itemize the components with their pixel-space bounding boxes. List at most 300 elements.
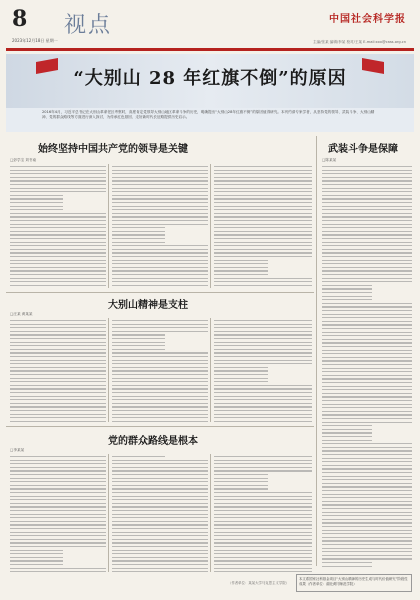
text-line	[214, 267, 268, 268]
text-line	[322, 566, 372, 567]
text-line	[214, 334, 312, 335]
text-line	[322, 274, 412, 275]
text-line	[322, 407, 412, 408]
masthead	[6, 6, 414, 52]
text-line	[214, 363, 312, 364]
text-line	[10, 467, 106, 468]
text-line	[10, 188, 106, 189]
text-line	[214, 370, 268, 371]
text-line	[112, 267, 208, 268]
text-line	[322, 555, 412, 556]
text-line	[10, 363, 106, 364]
text-line	[322, 479, 412, 480]
text-line	[322, 562, 372, 563]
text-line	[10, 270, 106, 271]
text-line	[214, 170, 312, 171]
text-line	[112, 456, 165, 457]
text-line	[322, 436, 372, 437]
byline: □陈某某	[322, 158, 337, 162]
text-line	[10, 166, 106, 167]
text-line	[322, 454, 412, 455]
text-line	[10, 560, 63, 561]
text-line	[10, 342, 106, 343]
section-rule	[6, 426, 314, 427]
text-line	[322, 512, 412, 513]
text-line	[112, 209, 208, 210]
text-line	[214, 485, 268, 486]
text-line	[112, 180, 208, 181]
text-line	[214, 510, 312, 511]
text-line	[322, 558, 412, 559]
text-line	[322, 317, 412, 318]
text-line	[322, 533, 412, 534]
text-line	[322, 242, 412, 243]
text-line	[10, 514, 106, 515]
text-line	[10, 224, 106, 225]
text-line	[214, 238, 312, 239]
text-line	[322, 202, 412, 203]
text-line	[214, 360, 312, 361]
text-line	[214, 260, 268, 261]
text-line	[214, 521, 312, 522]
text-line	[214, 202, 312, 203]
text-line	[214, 252, 312, 253]
text-line	[322, 540, 412, 541]
text-line	[214, 378, 268, 379]
text-line	[214, 396, 312, 397]
text-line	[10, 532, 106, 533]
text-line	[10, 206, 63, 207]
text-line	[322, 526, 412, 527]
text-line	[112, 557, 208, 558]
text-line	[10, 553, 63, 554]
text-line	[214, 499, 312, 500]
text-line	[10, 410, 106, 411]
text-line	[112, 524, 208, 525]
text-line	[10, 360, 106, 361]
text-line	[322, 440, 372, 441]
text-line	[112, 481, 208, 482]
text-line	[214, 281, 312, 282]
text-line	[322, 292, 372, 293]
text-line	[322, 386, 412, 387]
text-line	[112, 517, 208, 518]
text-line	[10, 385, 106, 386]
text-line	[112, 417, 208, 418]
text-line	[322, 425, 372, 426]
text-line	[214, 263, 268, 264]
text-line	[322, 224, 412, 225]
masthead-rule	[6, 48, 414, 51]
text-line	[112, 238, 165, 239]
text-line	[214, 338, 312, 339]
text-line	[112, 421, 208, 422]
text-line	[10, 173, 106, 174]
text-line	[214, 478, 268, 479]
text-line	[322, 519, 412, 520]
page-number: 8	[12, 6, 28, 32]
text-line	[214, 224, 312, 225]
text-line	[214, 342, 312, 343]
text-line	[10, 378, 106, 379]
text-line	[322, 360, 412, 361]
text-line	[322, 249, 412, 250]
text-line	[112, 403, 208, 404]
text-line	[112, 396, 208, 397]
text-line	[322, 396, 412, 397]
text-line	[10, 256, 106, 257]
text-line	[322, 339, 412, 340]
text-line	[322, 285, 372, 286]
text-line	[112, 542, 208, 543]
text-line	[214, 209, 312, 210]
text-line	[112, 352, 208, 353]
text-line	[10, 535, 106, 536]
text-line	[10, 352, 106, 353]
text-line	[214, 539, 312, 540]
text-line	[214, 410, 312, 411]
text-line	[112, 378, 208, 379]
text-line	[214, 417, 312, 418]
text-line	[322, 544, 412, 545]
text-line	[214, 184, 312, 185]
text-line	[214, 234, 312, 235]
text-line	[322, 429, 372, 430]
text-line	[10, 195, 63, 196]
text-line	[214, 227, 312, 228]
text-line	[10, 260, 106, 261]
text-line	[214, 191, 312, 192]
text-line	[214, 220, 312, 221]
text-line	[112, 349, 165, 350]
text-line	[322, 418, 412, 419]
text-line	[322, 461, 412, 462]
text-line	[214, 285, 312, 286]
text-line	[112, 399, 208, 400]
column-rule	[108, 318, 109, 422]
text-line	[10, 456, 106, 457]
text-line	[10, 374, 106, 375]
text-line	[322, 411, 412, 412]
text-line	[322, 353, 412, 354]
text-line	[112, 188, 208, 189]
main-headline: “大别山 28 年红旗不倒”的原因	[73, 68, 347, 89]
text-line	[214, 245, 312, 246]
text-line	[214, 198, 312, 199]
text-line	[10, 249, 106, 250]
text-line	[214, 249, 312, 250]
text-line	[10, 334, 106, 335]
text-line	[10, 267, 106, 268]
text-line	[112, 198, 208, 199]
text-line	[322, 166, 412, 167]
text-line	[214, 399, 312, 400]
text-line	[10, 414, 106, 415]
text-line	[10, 463, 106, 464]
text-line	[112, 381, 208, 382]
text-line	[322, 234, 412, 235]
text-line	[322, 220, 412, 221]
text-line	[10, 388, 106, 389]
text-line	[112, 528, 208, 529]
text-line	[214, 517, 312, 518]
text-line	[10, 202, 63, 203]
text-line	[112, 356, 208, 357]
text-line	[10, 539, 106, 540]
text-line	[112, 320, 208, 321]
text-line	[10, 521, 106, 522]
text-line	[322, 335, 412, 336]
text-line	[112, 470, 208, 471]
text-line	[214, 270, 268, 271]
text-line	[322, 306, 412, 307]
text-line	[112, 213, 208, 214]
text-line	[214, 324, 312, 325]
text-line	[112, 414, 208, 415]
text-line	[322, 364, 412, 365]
text-line	[112, 191, 208, 192]
text-line	[112, 216, 208, 217]
text-line	[214, 528, 312, 529]
text-line	[10, 263, 106, 264]
text-line	[322, 486, 412, 487]
text-line	[10, 216, 106, 217]
text-line	[112, 245, 208, 246]
text-line	[214, 496, 312, 497]
text-line	[112, 385, 208, 386]
text-line	[214, 403, 312, 404]
text-line	[112, 252, 208, 253]
text-line	[10, 460, 106, 461]
text-line	[322, 530, 412, 531]
text-line	[214, 213, 312, 214]
text-line	[10, 191, 106, 192]
text-line	[10, 356, 106, 357]
text-line	[322, 170, 412, 171]
text-line	[322, 270, 412, 271]
text-line	[112, 227, 165, 228]
text-line	[10, 213, 106, 214]
text-line	[214, 216, 312, 217]
text-line	[322, 198, 412, 199]
text-line	[10, 506, 106, 507]
text-line	[214, 550, 312, 551]
text-line	[112, 270, 208, 271]
text-line	[214, 388, 312, 389]
text-line	[112, 274, 208, 275]
text-line	[322, 324, 412, 325]
text-line	[322, 188, 412, 189]
text-line	[112, 550, 208, 551]
byline: □汪某 黄某某	[10, 312, 33, 316]
text-line	[10, 231, 106, 232]
text-line	[112, 474, 208, 475]
text-line	[322, 332, 412, 333]
text-line	[112, 342, 165, 343]
text-line	[10, 571, 106, 572]
paper-name: 中国社会科学报	[329, 14, 406, 25]
text-line	[10, 170, 106, 171]
text-line	[10, 474, 106, 475]
text-line	[322, 191, 412, 192]
text-line	[112, 370, 208, 371]
text-line	[112, 231, 165, 232]
text-line	[112, 488, 208, 489]
text-line	[322, 404, 412, 405]
text-line	[214, 406, 312, 407]
text-line	[214, 385, 312, 386]
text-line	[112, 345, 165, 346]
text-line	[10, 198, 63, 199]
text-line	[322, 278, 412, 279]
text-line	[112, 467, 208, 468]
text-line	[10, 177, 106, 178]
text-line	[112, 367, 208, 368]
text-line	[112, 202, 208, 203]
text-line	[112, 374, 208, 375]
section-heading: 大别山精神是支柱	[108, 300, 188, 311]
text-line	[10, 485, 106, 486]
text-line	[10, 403, 106, 404]
author-affiliation: （作者单位：某某大学马克思主义学院）	[228, 581, 290, 585]
text-line	[322, 177, 412, 178]
text-line	[10, 349, 106, 350]
text-line	[214, 492, 312, 493]
byline: □李某某	[10, 448, 25, 452]
text-line	[322, 346, 412, 347]
text-line	[10, 406, 106, 407]
text-line	[10, 392, 106, 393]
text-line	[10, 542, 106, 543]
text-line	[112, 224, 208, 225]
text-line	[112, 334, 165, 335]
text-line	[214, 374, 268, 375]
text-line	[214, 503, 312, 504]
text-line	[10, 274, 106, 275]
text-line	[10, 245, 106, 246]
section-heading: 武装斗争是保障	[328, 144, 398, 155]
text-line	[322, 504, 412, 505]
text-line	[10, 209, 63, 210]
text-line	[322, 378, 412, 379]
text-line	[10, 345, 106, 346]
text-line	[322, 310, 412, 311]
section-heading: 始终坚持中国共产党的领导是关键	[38, 144, 188, 155]
text-line	[322, 490, 412, 491]
text-line	[322, 494, 412, 495]
text-line	[10, 227, 106, 228]
text-line	[112, 260, 208, 261]
text-line	[322, 252, 412, 253]
text-line	[322, 483, 412, 484]
text-line	[322, 393, 412, 394]
text-line	[112, 327, 208, 328]
text-line	[112, 532, 208, 533]
text-line	[214, 177, 312, 178]
text-line	[322, 537, 412, 538]
text-line	[214, 381, 268, 382]
text-line	[112, 535, 208, 536]
text-line	[214, 180, 312, 181]
text-line	[10, 492, 106, 493]
text-line	[214, 206, 312, 207]
text-line	[112, 506, 208, 507]
text-line	[322, 501, 412, 502]
text-line	[214, 331, 312, 332]
text-line	[214, 542, 312, 543]
text-line	[322, 432, 372, 433]
text-line	[322, 447, 412, 448]
text-line	[322, 238, 412, 239]
text-line	[112, 234, 165, 235]
text-line	[112, 460, 208, 461]
text-line	[10, 528, 106, 529]
text-line	[10, 517, 106, 518]
column-rule	[108, 454, 109, 572]
text-line	[322, 368, 412, 369]
text-line	[322, 508, 412, 509]
text-line	[112, 331, 208, 332]
text-line	[10, 281, 106, 282]
text-line	[214, 421, 312, 422]
text-line	[322, 299, 372, 300]
text-line	[112, 360, 208, 361]
text-line	[112, 492, 208, 493]
text-line	[112, 510, 208, 511]
text-line	[10, 285, 106, 286]
text-line	[214, 463, 312, 464]
text-line	[322, 342, 412, 343]
byline: □彭学宝 刘书南	[10, 158, 37, 162]
text-line	[10, 478, 106, 479]
text-line	[214, 506, 312, 507]
text-line	[10, 503, 106, 504]
text-line	[112, 278, 208, 279]
text-line	[322, 450, 412, 451]
text-line	[322, 227, 412, 228]
text-line	[322, 288, 372, 289]
text-line	[10, 327, 106, 328]
text-line	[10, 399, 106, 400]
text-line	[112, 170, 208, 171]
text-line	[322, 548, 412, 549]
date-line: 2023年12月18日 星期一	[12, 38, 58, 43]
text-line	[112, 220, 208, 221]
text-line	[322, 213, 412, 214]
text-line	[10, 557, 63, 558]
text-line	[112, 503, 208, 504]
text-line	[10, 331, 106, 332]
text-line	[322, 281, 412, 282]
text-line	[214, 188, 312, 189]
text-line	[10, 180, 106, 181]
text-line	[10, 367, 106, 368]
text-line	[10, 338, 106, 339]
text-line	[322, 314, 412, 315]
text-line	[322, 216, 412, 217]
text-line	[322, 303, 412, 304]
text-line	[10, 550, 63, 551]
text-line	[10, 320, 106, 321]
text-line	[10, 238, 106, 239]
text-line	[322, 522, 412, 523]
text-line	[322, 180, 412, 181]
text-line	[112, 463, 208, 464]
text-line	[322, 476, 412, 477]
intro-paragraph: 2016年4月，习近平总书记在大别山革命老区考察时，高度肯定党领导大别山地区革命斗争的历史，明确提出“大别山28年红旗不倒”的原因值得研究。本刊约请专家学者，从坚持党的领导、武装斗争、大别山精神、党的群众路线等方面进行深入探讨，为传承红色基因、走好新时代长征路提供历史启示。	[6, 108, 414, 132]
text-line	[214, 532, 312, 533]
text-line	[322, 184, 412, 185]
